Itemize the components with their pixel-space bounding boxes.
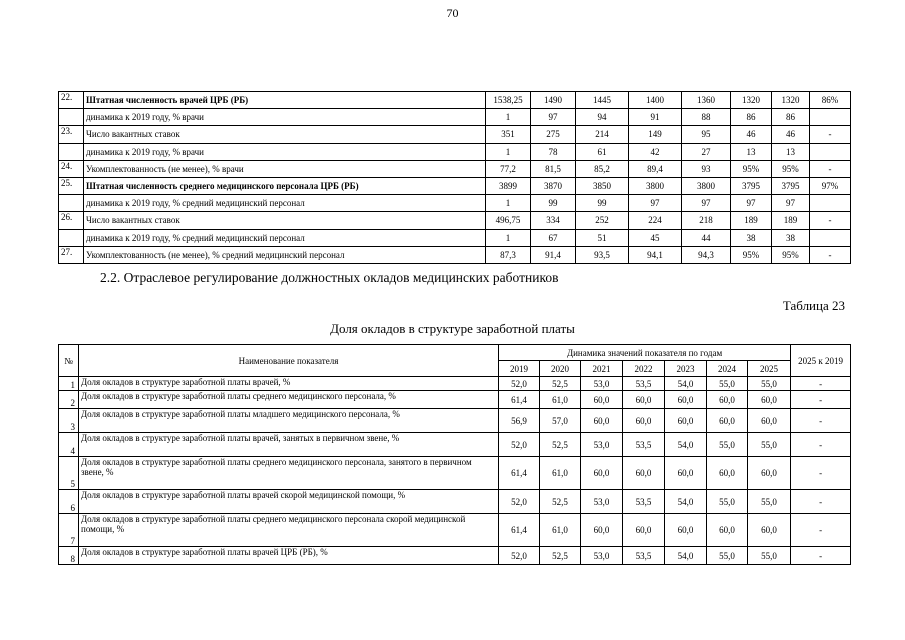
row-number: 2	[59, 391, 79, 409]
page-number: 70	[446, 6, 459, 20]
indicator-name: Штатная численность среднего медицинского персонала ЦРБ (РБ)	[84, 177, 486, 194]
value-cell: 97	[772, 195, 810, 212]
year-header: 2025	[748, 361, 791, 377]
table-row	[59, 212, 851, 229]
value-cell: 55,0	[748, 547, 791, 565]
row-number: 1	[59, 377, 79, 391]
result-cell	[810, 109, 851, 126]
value-cell: 95%	[772, 246, 810, 263]
table-row	[59, 109, 851, 126]
value-cell: 3800	[629, 177, 682, 194]
value-cell: 44	[682, 229, 731, 246]
value-cell: 46	[731, 126, 772, 143]
value-cell: 52,5	[540, 433, 581, 457]
value-cell: 97	[531, 109, 576, 126]
value-cell: 275	[531, 126, 576, 143]
value-cell: 53,5	[623, 547, 665, 565]
value-cell: 1	[486, 109, 531, 126]
value-cell: 52,0	[499, 433, 540, 457]
value-cell: 52,5	[540, 490, 581, 514]
row-number	[59, 143, 84, 160]
value-cell: 38	[731, 229, 772, 246]
table-row	[59, 377, 851, 391]
indicator-name: Доля окладов в структуре заработной платы младшего медицинского персонала, %	[79, 409, 499, 433]
result-cell: 97%	[810, 177, 851, 194]
row-number: 24.	[59, 160, 84, 177]
value-cell: 1538,25	[486, 92, 531, 109]
value-cell: 1320	[731, 92, 772, 109]
value-cell: 54,0	[665, 547, 707, 565]
table-row	[59, 547, 851, 565]
row-number: 23.	[59, 126, 84, 143]
result-cell: -	[791, 391, 851, 409]
value-cell: 60,0	[623, 457, 665, 490]
table-row	[59, 514, 851, 547]
value-cell: 334	[531, 212, 576, 229]
value-cell: 60,0	[748, 514, 791, 547]
table-row	[59, 409, 851, 433]
value-cell: 60,0	[748, 391, 791, 409]
value-cell: 1	[486, 195, 531, 212]
value-cell: 94,1	[629, 246, 682, 263]
value-cell: 97	[682, 195, 731, 212]
column-header-dynamics: Динамика значений показателя по годам	[499, 345, 791, 361]
year-header: 2023	[665, 361, 707, 377]
value-cell: 45	[629, 229, 682, 246]
staffing-table	[58, 91, 851, 264]
value-cell: 55,0	[748, 377, 791, 391]
indicator-name: Укомплектованность (не менее), % средний медицинский персонал	[84, 246, 486, 263]
indicator-name: динамика к 2019 году, % средний медицинский персонал	[84, 195, 486, 212]
value-cell: 78	[531, 143, 576, 160]
indicator-name: динамика к 2019 году, % врачи	[84, 109, 486, 126]
value-cell: 55,0	[707, 433, 748, 457]
value-cell: 60,0	[581, 409, 623, 433]
result-cell	[810, 195, 851, 212]
row-number	[59, 229, 84, 246]
value-cell: 149	[629, 126, 682, 143]
value-cell: 52,0	[499, 377, 540, 391]
value-cell: 61,0	[540, 391, 581, 409]
value-cell: 91	[629, 109, 682, 126]
value-cell: 53,0	[581, 547, 623, 565]
value-cell: 1	[486, 229, 531, 246]
row-number: 25.	[59, 177, 84, 194]
value-cell: 57,0	[540, 409, 581, 433]
indicator-name: Доля окладов в структуре заработной платы среднего медицинского персонала скорой медицинской помощи, %	[79, 514, 499, 547]
value-cell: 54,0	[665, 433, 707, 457]
value-cell: 60,0	[623, 391, 665, 409]
value-cell: 218	[682, 212, 731, 229]
value-cell: 3800	[682, 177, 731, 194]
value-cell: 95%	[772, 160, 810, 177]
value-cell: 77,2	[486, 160, 531, 177]
value-cell: 86	[731, 109, 772, 126]
value-cell: 46	[772, 126, 810, 143]
value-cell: 99	[531, 195, 576, 212]
result-cell: -	[810, 246, 851, 263]
indicator-name: Доля окладов в структуре заработной платы врачей ЦРБ (РБ), %	[79, 547, 499, 565]
result-cell	[810, 229, 851, 246]
value-cell: 95	[682, 126, 731, 143]
value-cell: 496,75	[486, 212, 531, 229]
value-cell: 60,0	[581, 457, 623, 490]
indicator-name: динамика к 2019 году, % врачи	[84, 143, 486, 160]
table-row	[59, 195, 851, 212]
value-cell: 99	[576, 195, 629, 212]
row-number: 5	[59, 457, 79, 490]
column-header-name: Наименование показателя	[79, 345, 499, 377]
value-cell: 95%	[731, 160, 772, 177]
value-cell: 88	[682, 109, 731, 126]
row-number	[59, 109, 84, 126]
value-cell: 52,5	[540, 377, 581, 391]
value-cell: 60,0	[665, 409, 707, 433]
value-cell: 89,4	[629, 160, 682, 177]
value-cell: 61,0	[540, 514, 581, 547]
value-cell: 53,5	[623, 377, 665, 391]
value-cell: 61,4	[499, 457, 540, 490]
value-cell: 224	[629, 212, 682, 229]
value-cell: 60,0	[707, 514, 748, 547]
column-header-2025-vs-2019: 2025 к 2019	[791, 345, 851, 377]
value-cell: 53,0	[581, 377, 623, 391]
value-cell: 60,0	[665, 457, 707, 490]
row-number: 4	[59, 433, 79, 457]
value-cell: 3899	[486, 177, 531, 194]
table-row	[59, 126, 851, 143]
value-cell: 60,0	[581, 391, 623, 409]
indicator-name: Число вакантных ставок	[84, 212, 486, 229]
table-row	[59, 160, 851, 177]
value-cell: 60,0	[707, 409, 748, 433]
value-cell: 85,2	[576, 160, 629, 177]
value-cell: 56,9	[499, 409, 540, 433]
result-cell: -	[810, 212, 851, 229]
value-cell: 60,0	[665, 391, 707, 409]
value-cell: 52,0	[499, 547, 540, 565]
result-cell: -	[791, 457, 851, 490]
table-label: Таблица 23	[782, 298, 845, 313]
row-number: 8	[59, 547, 79, 565]
value-cell: 60,0	[748, 409, 791, 433]
value-cell: 55,0	[707, 547, 748, 565]
value-cell: 60,0	[581, 514, 623, 547]
row-number: 7	[59, 514, 79, 547]
value-cell: 93	[682, 160, 731, 177]
indicator-name: Доля окладов в структуре заработной платы среднего медицинского персонала, занятого в первичном звене, %	[79, 457, 499, 490]
value-cell: 42	[629, 143, 682, 160]
value-cell: 55,0	[748, 490, 791, 514]
result-cell: -	[791, 433, 851, 457]
section-heading: 2.2. Отраслевое регулирование должностных окладов медицинских работников	[100, 270, 559, 285]
year-header: 2021	[581, 361, 623, 377]
indicator-name: Доля окладов в структуре заработной платы среднего медицинского персонала, %	[79, 391, 499, 409]
result-cell: -	[791, 547, 851, 565]
table-row	[59, 457, 851, 490]
row-number: 6	[59, 490, 79, 514]
value-cell: 53,5	[623, 490, 665, 514]
value-cell: 97	[629, 195, 682, 212]
value-cell: 13	[731, 143, 772, 160]
result-cell: -	[791, 514, 851, 547]
table-row	[59, 177, 851, 194]
value-cell: 61,4	[499, 514, 540, 547]
value-cell: 95%	[731, 246, 772, 263]
indicator-name: Число вакантных ставок	[84, 126, 486, 143]
row-number: 22.	[59, 92, 84, 109]
value-cell: 13	[772, 143, 810, 160]
value-cell: 1	[486, 143, 531, 160]
value-cell: 60,0	[707, 391, 748, 409]
year-header: 2020	[540, 361, 581, 377]
indicator-name: Доля окладов в структуре заработной платы врачей скорой медицинской помощи, %	[79, 490, 499, 514]
value-cell: 351	[486, 126, 531, 143]
value-cell: 1320	[772, 92, 810, 109]
value-cell: 3795	[731, 177, 772, 194]
table-row	[59, 246, 851, 263]
result-cell: -	[810, 160, 851, 177]
value-cell: 3795	[772, 177, 810, 194]
result-cell	[810, 143, 851, 160]
value-cell: 60,0	[623, 514, 665, 547]
value-cell: 53,0	[581, 490, 623, 514]
value-cell: 67	[531, 229, 576, 246]
salary-share-table	[58, 344, 851, 565]
value-cell: 3850	[576, 177, 629, 194]
value-cell: 189	[772, 212, 810, 229]
result-cell: 86%	[810, 92, 851, 109]
indicator-name: Укомплектованность (не менее), % врачи	[84, 160, 486, 177]
value-cell: 87,3	[486, 246, 531, 263]
value-cell: 27	[682, 143, 731, 160]
table-title: Доля окладов в структуре заработной платы	[330, 321, 575, 336]
table-row	[59, 433, 851, 457]
value-cell: 91,4	[531, 246, 576, 263]
indicator-name: динамика к 2019 году, % средний медицинский персонал	[84, 229, 486, 246]
value-cell: 3870	[531, 177, 576, 194]
value-cell: 52,5	[540, 547, 581, 565]
result-cell: -	[810, 126, 851, 143]
value-cell: 55,0	[748, 433, 791, 457]
result-cell: -	[791, 490, 851, 514]
value-cell: 1360	[682, 92, 731, 109]
value-cell: 252	[576, 212, 629, 229]
indicator-name: Доля окладов в структуре заработной платы врачей, %	[79, 377, 499, 391]
table-row	[59, 229, 851, 246]
table-row	[59, 143, 851, 160]
value-cell: 1400	[629, 92, 682, 109]
value-cell: 52,0	[499, 490, 540, 514]
row-number	[59, 195, 84, 212]
table-row	[59, 92, 851, 109]
year-header: 2022	[623, 361, 665, 377]
year-header: 2024	[707, 361, 748, 377]
value-cell: 55,0	[707, 377, 748, 391]
value-cell: 54,0	[665, 490, 707, 514]
column-header-number: №	[59, 345, 79, 377]
indicator-name: Штатная численность врачей ЦРБ (РБ)	[84, 92, 486, 109]
value-cell: 86	[772, 109, 810, 126]
result-cell: -	[791, 377, 851, 391]
row-number: 3	[59, 409, 79, 433]
value-cell: 53,5	[623, 433, 665, 457]
value-cell: 54,0	[665, 377, 707, 391]
table-row	[59, 490, 851, 514]
value-cell: 93,5	[576, 246, 629, 263]
row-number: 26.	[59, 212, 84, 229]
table-row	[59, 391, 851, 409]
value-cell: 61,4	[499, 391, 540, 409]
value-cell: 94	[576, 109, 629, 126]
value-cell: 1445	[576, 92, 629, 109]
row-number: 27.	[59, 246, 84, 263]
indicator-name: Доля окладов в структуре заработной платы врачей, занятых в первичном звене, %	[79, 433, 499, 457]
value-cell: 1490	[531, 92, 576, 109]
value-cell: 60,0	[707, 457, 748, 490]
value-cell: 61	[576, 143, 629, 160]
value-cell: 60,0	[748, 457, 791, 490]
value-cell: 214	[576, 126, 629, 143]
value-cell: 60,0	[665, 514, 707, 547]
value-cell: 55,0	[707, 490, 748, 514]
value-cell: 94,3	[682, 246, 731, 263]
result-cell: -	[791, 409, 851, 433]
value-cell: 53,0	[581, 433, 623, 457]
value-cell: 61,0	[540, 457, 581, 490]
value-cell: 60,0	[623, 409, 665, 433]
year-header: 2019	[499, 361, 540, 377]
value-cell: 38	[772, 229, 810, 246]
value-cell: 51	[576, 229, 629, 246]
value-cell: 81,5	[531, 160, 576, 177]
value-cell: 97	[731, 195, 772, 212]
value-cell: 189	[731, 212, 772, 229]
